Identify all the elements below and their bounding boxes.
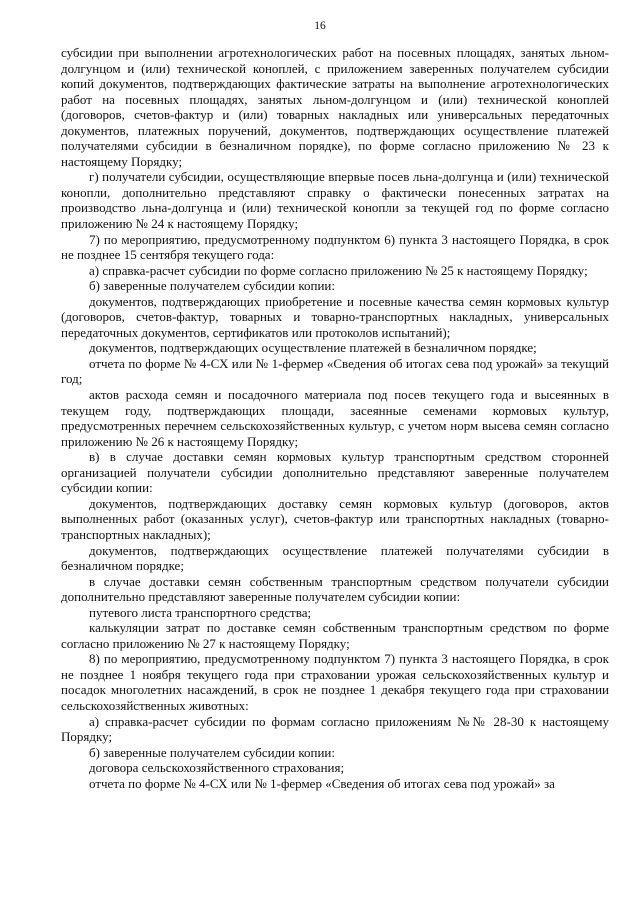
paragraph: калькуляции затрат по доставке семян собственным транспортным средством по форме согласно приложению № 27 к настоящему Порядку; xyxy=(61,620,609,651)
paragraph: б) заверенные получателем субсидии копии: xyxy=(89,278,335,294)
paragraph: субсидии при выполнении агротехнологических работ на посевных площадях, занятых льном-долгунцом и (или) технической коноплей, с приложением заверенных получателем субсидии копий документов, подтверждающих фактические затраты на выполнение агротехнологических работ на посевных площадях, занятых льном-долгунцом и (или) технической коноплей (договоров, счетов-фактур и (или) товарных накладных или универсальных передаточных документов, платежных поручений, документов, подтверждающих осуществление платежей получателями субсидии в безналичном порядке), по форме согласно приложению № 23 к настоящему Порядку; xyxy=(61,45,609,169)
paragraph: документов, подтверждающих осуществление платежей в безналичном порядке; xyxy=(89,340,537,356)
paragraph: документов, подтверждающих осуществление платежей получателями субсидии в безналичном порядке; xyxy=(61,542,609,574)
paragraph: документов, подтверждающих доставку семян кормовых культур (договоров, актов выполненных работ (оказанных услуг), счетов-фактур или транспортных накладных (товарно-транспортных накладных); xyxy=(61,495,609,542)
page-number: 16 xyxy=(314,20,326,32)
paragraph: в) в случае доставки семян кормовых культур транспортным средством сторонней организацией получатели субсидии дополнительно представляют заверенные получателем субсидии копии: xyxy=(61,449,609,496)
paragraph: а) справка-расчет субсидии по формам согласно приложениям №№ 28-30 к настоящему Порядку; xyxy=(61,713,609,745)
paragraph: а) справка-расчет субсидии по форме согласно приложению № 25 к настоящему Порядку; xyxy=(89,262,588,278)
paragraph: г) получатели субсидии, осуществляющие впервые посев льна-долгунца и (или) технической конопли, дополнительно представляют справку о фактически понесенных затратах на производство льна-долгунца и (или) технической конопли за текущей год по форме согласно приложению № 24 к настоящему Порядку; xyxy=(61,169,609,232)
paragraph: отчета по форме № 4-СХ или № 1-фермер «Сведения об итогах сева под урожай» за xyxy=(89,775,555,791)
paragraph: документов, подтверждающих приобретение и посевные качества семян кормовых культур (договоров, счетов-фактур, товарных и товарно-транспортных накладных, универсальных передаточных документов, сертификатов или протоколов испытаний); xyxy=(61,293,609,340)
paragraph: актов расхода семян и посадочного материала под посев текущего года и высеянных в текущем году, подтверждающих площади, засеянные семенами кормовых культур, предусмотренных перечнем сельскохозяйственных культур, с учетом норм высева семян согласно приложению № 26 к настоящему Порядку; xyxy=(61,387,609,449)
paragraph: б) заверенные получателем субсидии копии: xyxy=(89,744,335,760)
paragraph: отчета по форме № 4-СХ или № 1-фермер «Сведения об итогах сева под урожай» за текущий год; xyxy=(61,355,609,387)
paragraph: в случае доставки семян собственным транспортным средством получатели субсидии дополнительно представляют заверенные получателем субсидии копии: xyxy=(61,573,609,605)
document-body xyxy=(61,45,609,791)
paragraph: 8) по мероприятию, предусмотренному подпунктом 7) пункта 3 настоящего Порядка, в срок не позднее 1 ноября текущего года при страховании урожая сельскохозяйственных культур и посадок многолетних насаждений, в срок не позднее 1 декабря текущего года при страховании сельскохозяйственных животных: xyxy=(61,651,609,713)
paragraph: 7) по мероприятию, предусмотренному подпунктом 6) пункта 3 настоящего Порядка, в срок не позднее 15 сентября текущего года: xyxy=(61,231,609,263)
paragraph: договора сельскохозяйственного страхования; xyxy=(89,760,345,776)
paragraph: путевого листа транспортного средства; xyxy=(89,604,312,620)
